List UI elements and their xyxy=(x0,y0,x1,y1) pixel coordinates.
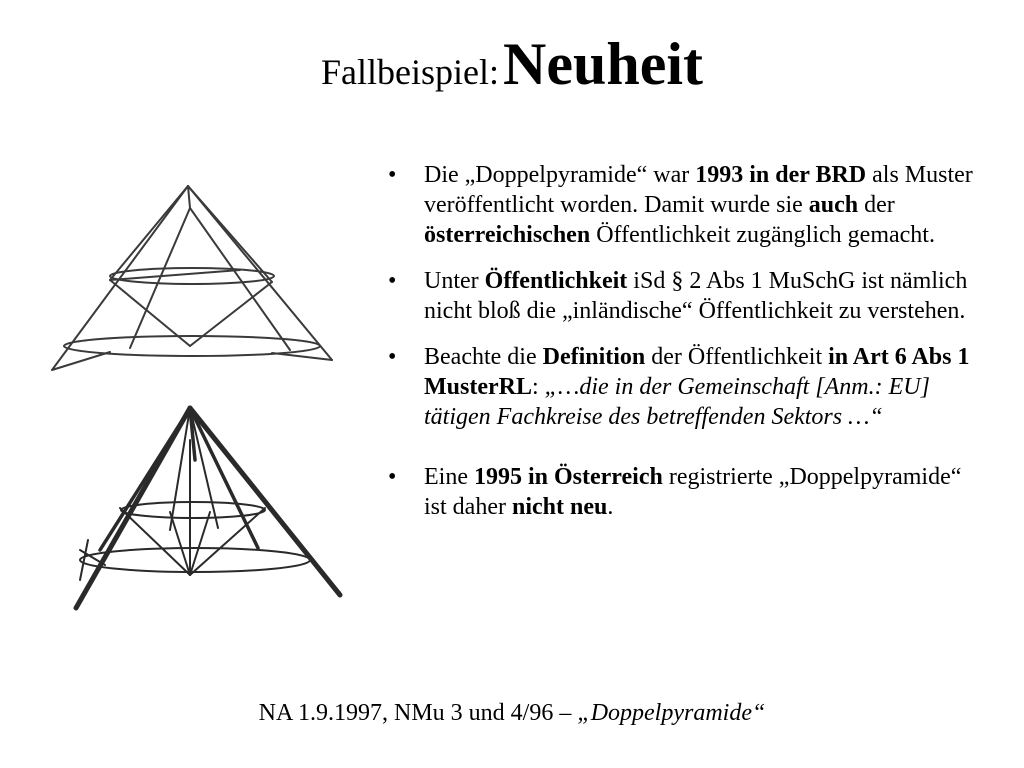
double-pyramid-sketch-top xyxy=(40,178,340,378)
bullet-text-run: Eine xyxy=(424,464,474,490)
bullet-text-run: Öffentlichkeit zugänglich gemacht. xyxy=(590,222,935,248)
slide-title xyxy=(0,30,1024,99)
citation-text: NA 1.9.1997, NMu 3 und 4/96 – xyxy=(258,700,578,726)
bullet-item xyxy=(382,462,982,522)
citation-case-name: „Doppelpyramide“ xyxy=(577,700,766,726)
bullet-text xyxy=(424,464,961,520)
bullet-text-run: nicht neu xyxy=(511,494,608,520)
bullet-text-run: auch xyxy=(808,192,859,218)
bullet-item xyxy=(382,160,982,250)
bullet-text-run: Beachte die xyxy=(424,344,543,370)
bullet-text xyxy=(424,162,973,248)
title-prefix: Fallbeispiel: xyxy=(321,52,499,92)
bullet-text xyxy=(424,344,969,430)
bullet-text-run: Definition xyxy=(542,344,646,370)
bullet-dot: • xyxy=(388,464,397,490)
bullet-text-run: Die „Doppelpyramide“ war xyxy=(424,162,696,188)
bullet-text-run: Unter xyxy=(424,268,485,294)
title-main: Neuheit xyxy=(503,31,703,97)
bullet-text-run: der xyxy=(858,192,895,218)
bullet-dot: • xyxy=(388,162,397,188)
bullet-text-run: der Öffentlichkeit xyxy=(645,344,829,370)
bullet-dot: • xyxy=(388,344,397,370)
bullet-text-run: „…die in der Gemeinschaft [Anm.: EU] tätigen Fachkreise des betreffenden Sektors …“ xyxy=(424,374,930,430)
bullet-list xyxy=(382,160,982,538)
bullet-text xyxy=(424,268,967,324)
bullet-text-run: 1995 in Österreich xyxy=(473,464,663,490)
double-pyramid-sketch-bottom xyxy=(40,400,350,615)
bullet-item xyxy=(382,266,982,326)
bullet-text-run: : xyxy=(531,374,545,400)
bullet-text-run: österreichischen xyxy=(424,222,591,248)
bullet-text-run: als Muster veröffentlicht worden. Damit wurde sie xyxy=(424,162,973,218)
bullet-text-run: iSd § 2 Abs 1 MuSchG ist nämlich nicht bloß die „inländische“ Öffentlichkeit zu verstehen. xyxy=(424,268,968,324)
bullet-text-run: registrierte „Doppelpyramide“ ist daher xyxy=(424,464,962,520)
bullet-item xyxy=(382,342,982,432)
source-citation xyxy=(0,700,1024,727)
bullet-dot: • xyxy=(388,268,397,294)
bullet-text-run: Öffentlichkeit xyxy=(484,268,628,294)
bullet-text-run: in Art 6 Abs 1 MusterRL xyxy=(424,344,970,400)
bullet-text-run: . xyxy=(607,494,614,520)
bullet-text-run: 1993 in der BRD xyxy=(695,162,867,188)
